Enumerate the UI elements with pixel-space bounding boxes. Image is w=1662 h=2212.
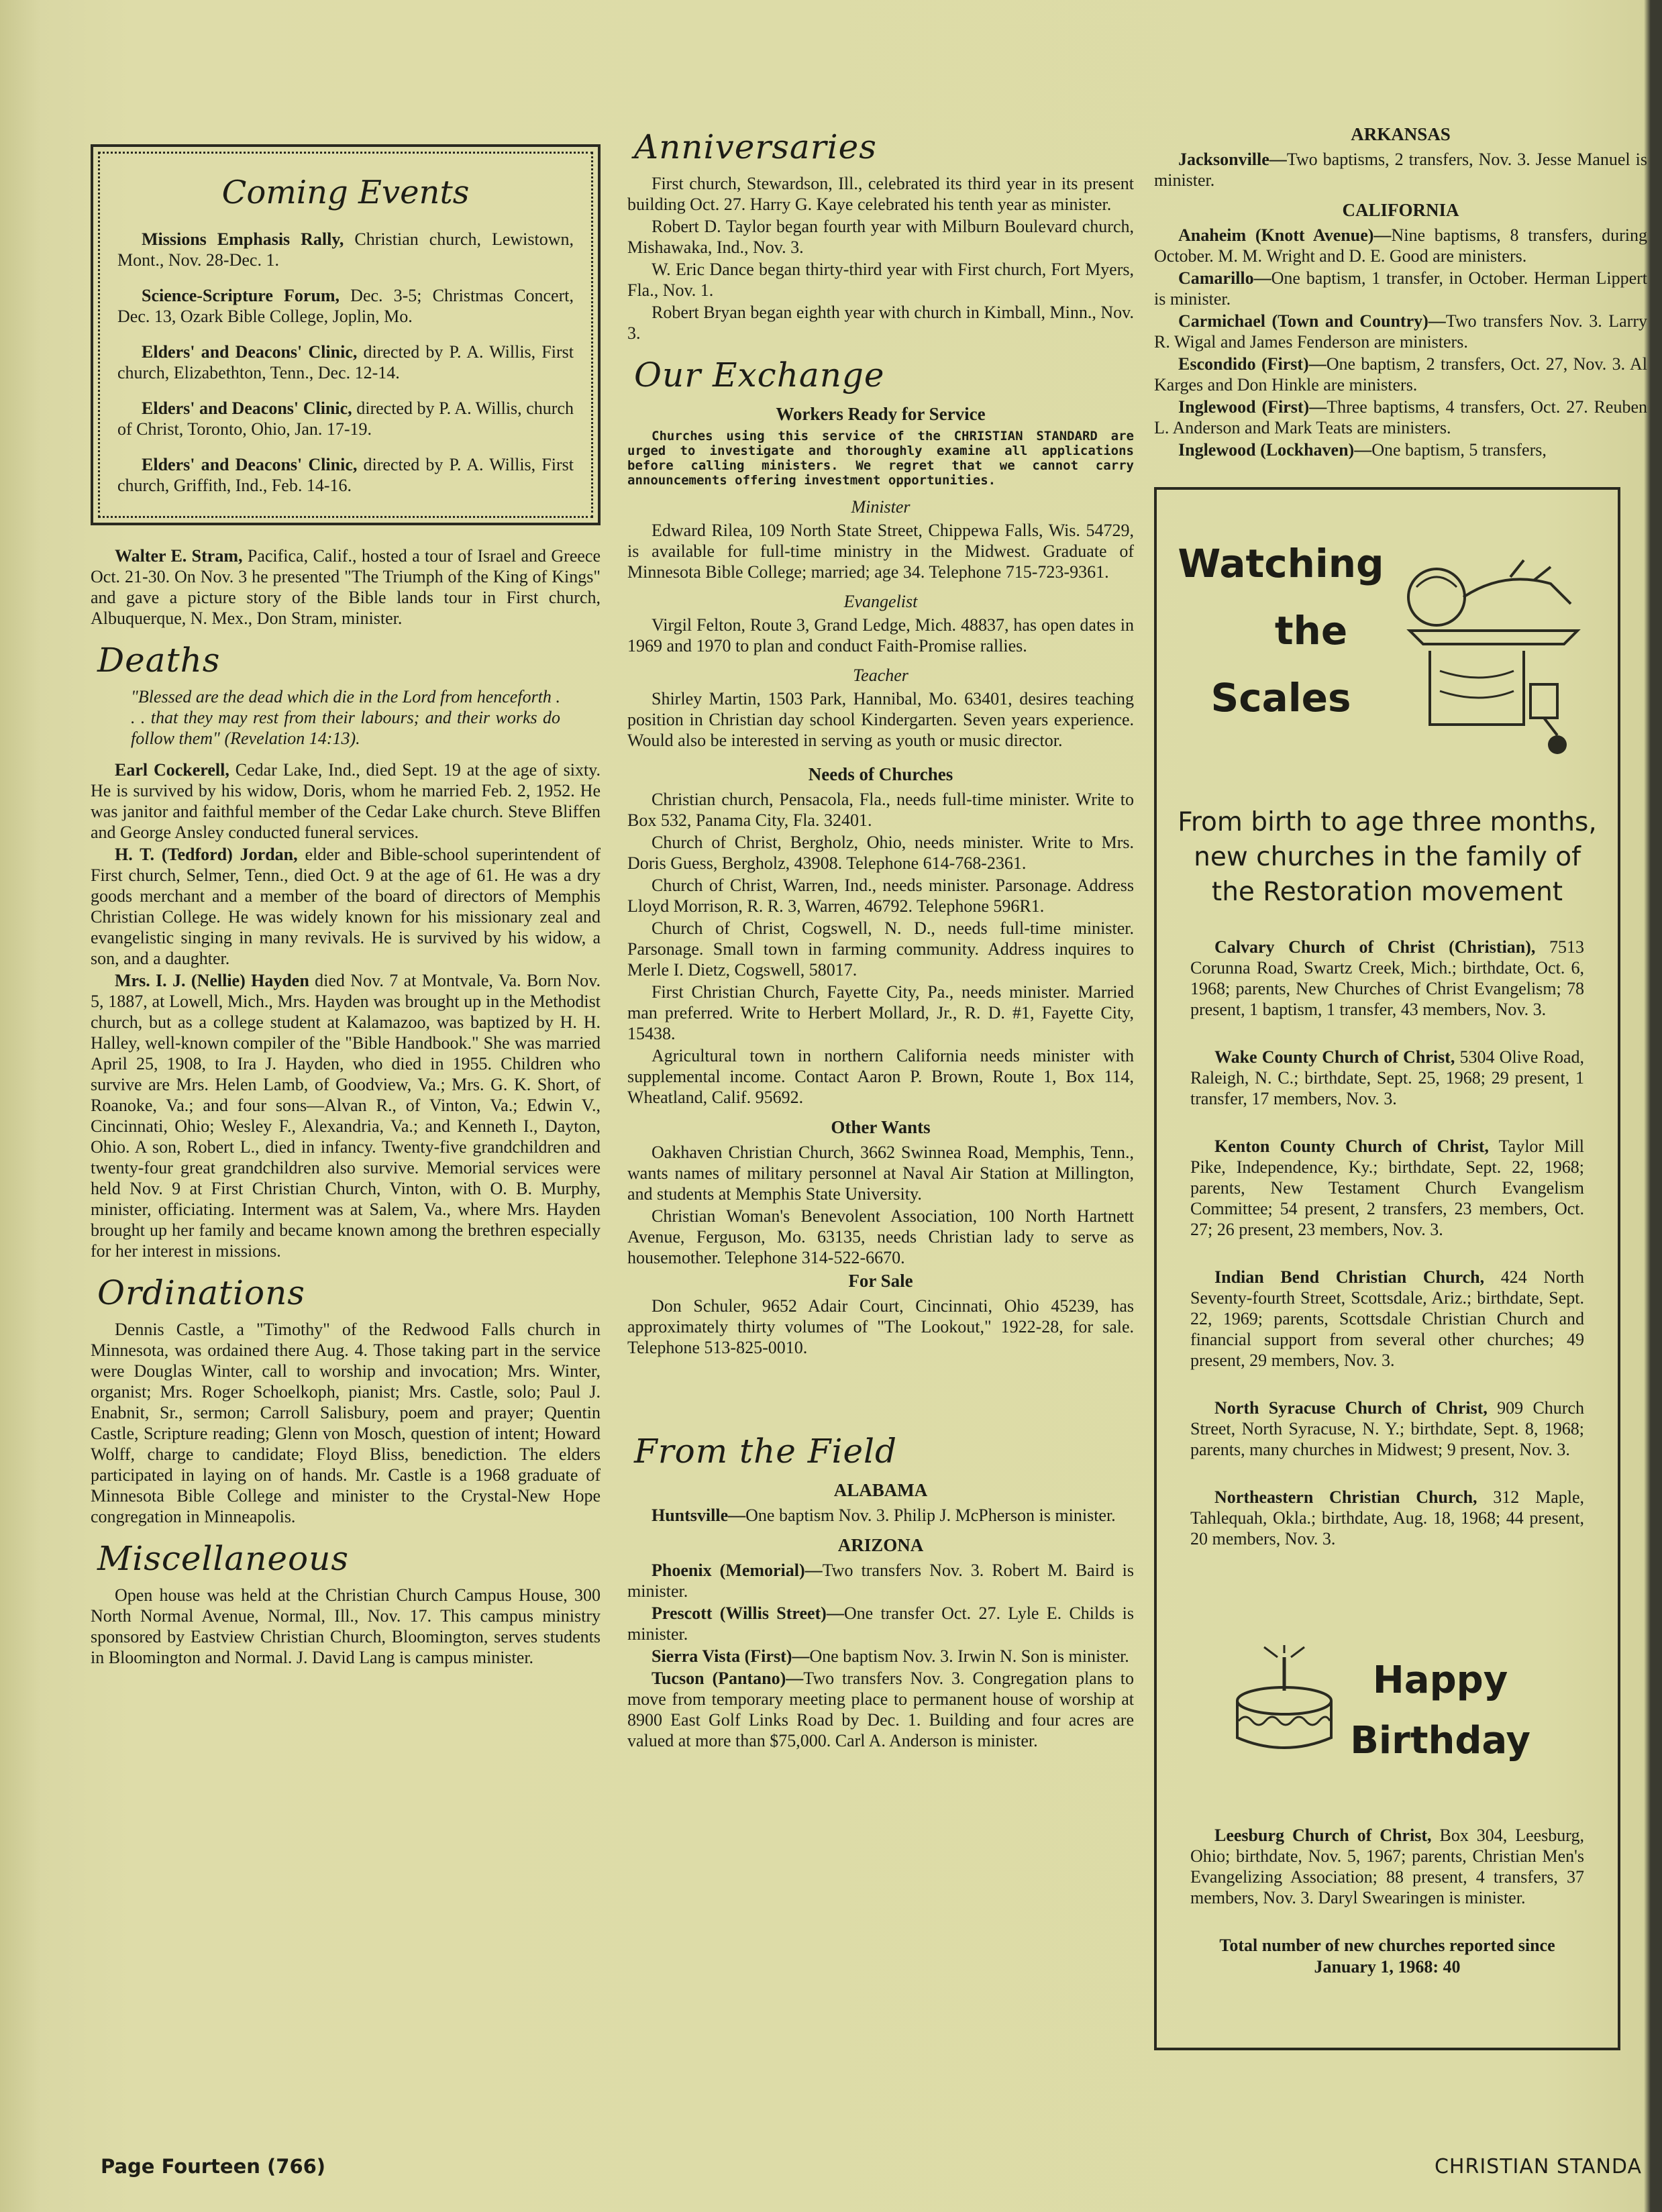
field-report: Tucson (Pantano)—Two transfers Nov. 3. Congregation plans to move from temporary meeting place to permanent house of worship at 8900 East Golf Links Road by Dec. 1. Building and four acres are valued at more than $75,000. Carl A. Anderson is minister.: [627, 1669, 1135, 1750]
need-item: Church of Christ, Cogswell, N. D., needs full-time minister. Parsonage. Small town in farming community. Address inquires to Merle I. Dietz, Cogswell, 58017.: [627, 918, 1134, 980]
field-report: Prescott (Willis Street)—One transfer Oct. 27. Lyle E. Childs is minister.: [627, 1603, 1134, 1644]
minister-listing: Edward Rilea, 109 North State Street, Chippewa Falls, Wis. 54729, is available for full-time ministry in the Midwest. Graduate of Minnesota Bible College; married; age 34. Telephone 715-723-9361.: [627, 521, 1134, 582]
field-report: Jacksonville—Two baptisms, 2 transfers, Nov. 3. Jesse Manuel is minister.: [1154, 150, 1647, 190]
coming-events-box: [91, 144, 601, 525]
state-heading-arizona: ARIZONA: [837, 1535, 924, 1555]
field-report: Camarillo—One baptism, 1 transfer, in October. Herman Lippert is minister.: [1154, 268, 1647, 309]
watching-the-scales-title: Watching the Scales: [1178, 541, 1384, 721]
state-heading-california: CALIFORNIA: [1342, 200, 1459, 220]
miscellaneous-heading: Miscellaneous: [97, 1539, 349, 1578]
field-report: Anaheim (Knott Avenue)—Nine baptisms, 8 transfers, during October. M. M. Wright and D. E. Good are ministers.: [1154, 225, 1647, 266]
event-item: Elders' and Deacons' Clinic, directed by P. A. Willis, church of Christ, Toronto, Ohio, Jan. 17-19.: [117, 399, 574, 439]
event-item: Elders' and Deacons' Clinic, directed by P. A. Willis, First church, Griffith, Ind., Feb. 14-16.: [117, 455, 574, 495]
death-notice: Earl Cockerell, Cedar Lake, Ind., died Sept. 19 at the age of sixty. He is survived by his widow, Doris, whom he married Feb. 2, 1952. He was janitor and faithful member of the Cedar Lake church. Steve Bliffen and George Ansley conducted funeral services.: [91, 760, 601, 842]
anniversary-item: W. Eric Dance began thirty-third year with First church, Fort Myers, Fla., Nov. 1.: [627, 260, 1134, 300]
page-number: Page Fourteen (766): [101, 2155, 326, 2178]
teacher-heading: Teacher: [853, 666, 908, 685]
field-report: Inglewood (First)—Three baptisms, 4 transfers, Oct. 27. Reuben L. Anderson and Mark Teats are ministers.: [1154, 397, 1647, 437]
birthday-church-entry: Leesburg Church of Christ, Box 304, Leesburg, Ohio; birthdate, Nov. 5, 1967; parents, Christian Men's Evangelizing Association; 88 present, 4 transfers, 37 members, Nov. 3. Daryl Swearingen is minister.: [1190, 1826, 1584, 1907]
column-right: [1154, 124, 1647, 2050]
anniversary-item: Robert Bryan began eighth year with church in Kimball, Minn., Nov. 3.: [627, 303, 1134, 343]
deaths-heading: Deaths: [97, 641, 221, 680]
total-new-churches: Total number of new churches reported since January 1, 1968: 40: [1219, 1936, 1555, 1977]
need-item: First Christian Church, Fayette City, Pa., needs minister. Married man preferred. Write to Herbert Mollard, Jr., R. D. #1, Fayette City, 15438.: [627, 982, 1134, 1043]
stram-paragraph: Walter E. Stram, Pacifica, Calif., hosted a tour of Israel and Greece Oct. 21-30. On Nov. 3 he presented "The Triumph of the King of Kings" and gave a picture story of the Bible lands tour in First church, Albuquerque, N. Mex., Don Stram, minister.: [91, 546, 601, 628]
new-church-entry: Wake County Church of Christ, 5304 Olive Road, Raleigh, N. C.; birthdate, Sept. 25, 1968; 29 present, 1 transfer, 17 members, Nov. 3.: [1190, 1047, 1584, 1108]
minister-heading: Minister: [851, 497, 911, 517]
coming-events-title: Coming Events: [221, 174, 470, 211]
field-report: Huntsville—One baptism Nov. 3. Philip J. McPherson is minister.: [652, 1506, 1116, 1525]
need-item: Christian church, Pensacola, Fla., needs full-time minister. Write to Box 532, Panama City, Fla. 32401.: [627, 790, 1134, 830]
teacher-listing: Shirley Martin, 1503 Park, Hannibal, Mo. 63401, desires teaching position in Christian day school Kindergarten. Seven years experience. Would also be interested in serving as youth or music director.: [627, 689, 1134, 750]
death-notice: Mrs. I. J. (Nellie) Hayden died Nov. 7 at Montvale, Va. Born Nov. 5, 1887, at Lowell, Mich., Mrs. Hayden was brought up in the Methodist church, but as a college student at Kalamazoo, was baptized by H. H. Halley, well-known compiler of the "Bible Handbook." She was married April 25, 1908, to Ira J. Hayden, who died in 1955. Children who survive are Mrs. Helen Lamb, of Goodview, Va.; Mrs. G. K. Short, of Roanoke, Va.; and four sons—Alvan R., of Vinton, Va.; Edwin V., Cincinnati, Ohio; Wesley F., Alexandria, Va.; and Kenneth I., Dayton, Ohio. A son, Robert L., died in infancy. Twenty-five grandchildren and twenty-four great grandchildren also survive. Memorial services were held Nov. 9 at First Christian Church, Vinton, with O. B. Murphy, minister, officiating. Interment was at Salem, Va., where Mrs. Hayden brought up her family and became known among the brethren especially for her interest in missions.: [91, 971, 601, 1261]
birthday-cake-illustration: [1231, 1644, 1338, 1765]
event-item: Elders' and Deacons' Clinic, directed by P. A. Willis, First church, Elizabethton, Tenn., Dec. 12-14.: [117, 342, 574, 382]
ordinations-heading: Ordinations: [97, 1273, 305, 1312]
event-item: Science-Scripture Forum, Dec. 3-5; Christmas Concert, Dec. 13, Ozark Bible College, Joplin, Mo.: [117, 286, 574, 326]
new-church-entry: Northeastern Christian Church, 312 Maple, Tahlequah, Okla.; birthdate, Aug. 18, 1968; 44 present, 20 members, Nov. 3.: [1190, 1487, 1584, 1548]
need-item: Church of Christ, Bergholz, Ohio, needs minister. Write to Mrs. Doris Guess, Bergholz, 43908. Telephone 614-768-2361.: [627, 833, 1134, 873]
field-report: Sierra Vista (First)—One baptism Nov. 3. Irwin N. Son is minister.: [652, 1646, 1129, 1666]
from-the-field-heading: From the Field: [634, 1432, 898, 1471]
needs-heading: Needs of Churches: [808, 764, 953, 784]
anniversary-item: First church, Stewardson, Ill., celebrated its third year in its present building Oct. 27. Harry G. Kaye celebrated his tenth year as minister.: [627, 174, 1134, 214]
death-notice: H. T. (Tedford) Jordan, elder and Bible-school superintendent of First church, Selmer, Tenn., died Oct. 9 at the age of 61. He was a dry goods merchant and a member of the board of directors of Memphis Christian College. He was widely known for his missionary zeal and evangelistic singing in many revivals. He is survived by his widow, a son, and a daughter.: [91, 845, 601, 968]
workers-note: Churches using this service of the CHRISTIAN STANDARD are urged to investigate and thoroughly examine all applications before calling ministers. We regret that we cannot carry announcements offering investment opportunities.: [627, 429, 1134, 488]
watching-the-scales-box: [1154, 487, 1620, 2050]
baby-on-scale-illustration: [1390, 550, 1591, 772]
deaths-quote: "Blessed are the dead which die in the Lord from henceforth . . . that they may rest from their labours; and their works do follow them" (Revelation 14:13).: [131, 687, 560, 748]
for-sale-heading: For Sale: [848, 1271, 913, 1291]
new-church-entry: Calvary Church of Christ (Christian), 7513 Corunna Road, Swartz Creek, Mich.; birthdate, Oct. 6, 1968; parents, New Churches of Christ Evangelism; 78 present, 1 baptism, 1 transfer, 43 members, Nov. 3.: [1190, 937, 1584, 1019]
ordination-paragraph: Dennis Castle, a "Timothy" of the Redwood Falls church in Minnesota, was ordained there Aug. 4. Those taking part in the service were Douglas Winter, call to worship and invocation; Mrs. Winter, organist; Mrs. Roger Schoelkoph, pianist; Mrs. Castle, solo; Paul J. Enabnit, Sr., sermon; Carroll Salisbury, poem and prayer; Quentin Castle, Scripture reading; Glenn von Mosch, question of intent; Howard Wolff, charge to candidate; Floyd Bliss, benediction. The elders participated in laying on of hands. Mr. Castle is a 1968 graduate of Minnesota Bible College and minister to the Crystal-New Hope congregation in Minneapolis.: [91, 1320, 601, 1526]
state-heading-arkansas: ARKANSAS: [1351, 124, 1451, 144]
column-left: [91, 114, 601, 1669]
anniversary-item: Robert D. Taylor began fourth year with Milburn Boulevard church, Mishawaka, Ind., Nov. 3.: [627, 217, 1134, 257]
happy-birthday-title: Happy Birthday: [1350, 1658, 1530, 1762]
workers-heading: Workers Ready for Service: [776, 404, 986, 424]
state-heading-alabama: ALABAMA: [833, 1480, 928, 1500]
need-item: Agricultural town in northern California needs minister with supplemental income. Contact Aaron P. Brown, Route 1, Box 114, Wheatland, Calif. 95692.: [627, 1046, 1134, 1107]
new-church-entry: North Syracuse Church of Christ, 909 Church Street, North Syracuse, N. Y.; birthdate, Sept. 8, 1968; parents, many churches in Midwest; 9 present, Nov. 3.: [1190, 1398, 1584, 1459]
birthday-section: [1170, 1825, 1604, 2005]
magazine-name: CHRISTIAN STANDA: [1434, 2155, 1642, 2178]
field-report: Escondido (First)—One baptism, 2 transfers, Oct. 27, Nov. 3. Al Karges and Don Hinkle are ministers.: [1154, 354, 1648, 394]
evangelist-listing: Virgil Felton, Route 3, Grand Ledge, Mich. 48837, has open dates in 1969 and 1970 to plan and conduct Faith-Promise rallies.: [627, 615, 1134, 655]
need-item: Church of Christ, Warren, Ind., needs minister. Parsonage. Address Lloyd Morrison, R. R. 3, Warren, 46792. Telephone 596R1.: [627, 876, 1134, 916]
column-middle: [627, 114, 1134, 1752]
other-want-item: Christian Woman's Benevolent Association, 100 North Hartnett Avenue, Ferguson, Mo. 63135, needs Christian lady to serve as housemother. Telephone 314-522-6670.: [627, 1206, 1134, 1267]
event-item: Missions Emphasis Rally, Christian church, Lewistown, Mont., Nov. 28-Dec. 1.: [117, 229, 574, 270]
field-report: Inglewood (Lockhaven)—One baptism, 5 transfers,: [1178, 440, 1547, 460]
new-church-entry: Indian Bend Christian Church, 424 North Seventy-fourth Street, Scottsdale, Ariz.; birthdate, Sept. 22, 1969; parents, Scottsdale Christian Church and financial support from several other churches; 49 present, 29 members, Nov. 3.: [1190, 1267, 1584, 1370]
new-church-entry: Kenton County Church of Christ, Taylor Mill Pike, Independence, Ky.; birthdate, Sept. 22, 1968; parents, New Testament Church Evangelism Committee; 54 present, 2 transfers, 23 members, Oct. 27; 26 present, 23 members, Nov. 3.: [1190, 1137, 1584, 1239]
anniversaries-heading: Anniversaries: [634, 127, 877, 166]
miscellaneous-paragraph: Open house was held at the Christian Church Campus House, 300 North Normal Avenue, Normal, Ill., Nov. 17. This campus ministry sponsored by Eastview Christian Church, Bloomington, serves students in Bloomington and Normal. J. David Lang is campus minister.: [91, 1585, 601, 1667]
for-sale-item: Don Schuler, 9652 Adair Court, Cincinnati, Ohio 45239, has approximately thirty volumes of "The Lookout," 1922-28, for sale. Telephone 513-825-0010.: [627, 1296, 1134, 1357]
exchange-heading: Our Exchange: [634, 356, 885, 394]
other-wants-heading: Other Wants: [831, 1117, 931, 1137]
field-report: Carmichael (Town and Country)—Two transfers Nov. 3. Larry R. Wigal and James Fenderson are ministers.: [1154, 311, 1647, 352]
watching-the-scales-subtitle: From birth to age three months, new churches in the family of the Restoration movement: [1178, 807, 1597, 907]
other-want-item: Oakhaven Christian Church, 3662 Swinnea Road, Memphis, Tenn., wants names of military personnel at Naval Air Station at Millington, and students at Memphis State University.: [627, 1143, 1134, 1204]
evangelist-heading: Evangelist: [843, 592, 918, 611]
field-report: Phoenix (Memorial)—Two transfers Nov. 3. Robert M. Baird is minister.: [627, 1561, 1135, 1601]
